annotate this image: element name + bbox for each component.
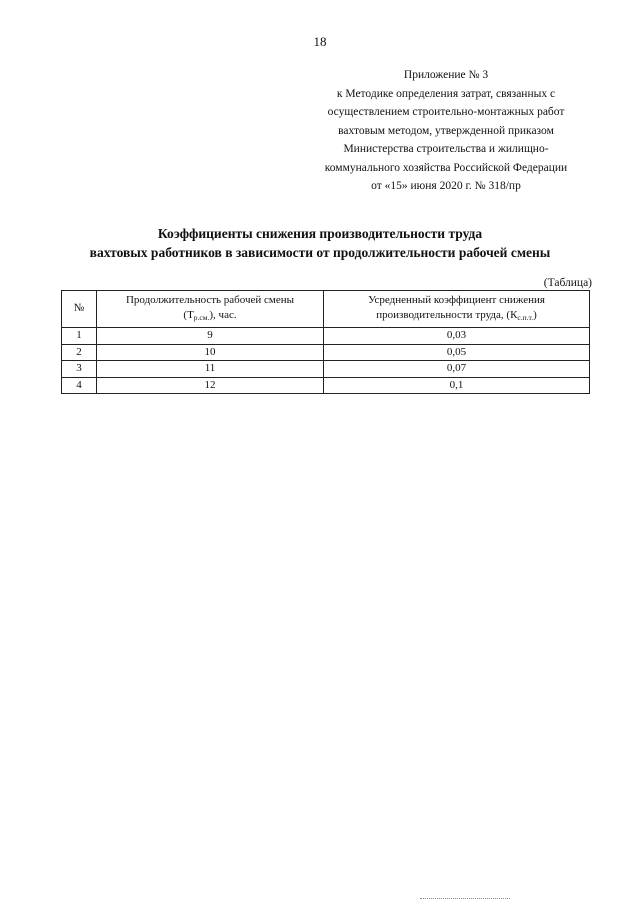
title-line-2: вахтовых работников в зависимости от продолжительности рабочей смены [89,245,551,260]
row-hours: 9 [97,328,324,345]
appendix-line: осуществлением строительно-монтажных работ [327,106,565,118]
header-coefficient-line1: Усредненный коэффициент снижения [368,293,545,306]
table-row [62,361,590,378]
table-header-row [62,291,590,328]
row-coefficient: 0,07 [324,361,590,378]
row-hours: 11 [97,361,324,378]
page-number: 18 [313,34,327,49]
coefficient-table [61,290,590,394]
appendix-line: вахтовым методом, утвержденной приказом [338,124,554,137]
table-row [62,344,590,361]
document-title [0,224,640,262]
scan-edge-mark [420,898,510,901]
table-row [62,377,590,394]
header-duration [97,291,324,328]
row-num: 2 [62,344,97,361]
header-coefficient-line2 [328,308,585,326]
header-duration-suffix: ), час. [209,309,237,321]
appendix-line: от «15» июня 2020 г. № 318/пр [371,180,521,192]
row-hours: 12 [97,377,324,394]
row-num: 4 [62,377,97,394]
row-coefficient: 0,05 [324,344,590,361]
title-line-1: Коэффициенты снижения производительности труда [157,226,483,241]
row-coefficient: 0,03 [324,328,590,345]
header-num: № [62,291,97,328]
row-num: 3 [62,361,97,378]
table-caption: (Таблица) [543,277,592,289]
header-duration-subscript: р.см. [193,313,210,322]
header-duration-prefix: (Т [183,309,194,321]
header-coefficient-prefix: производительности труда, (К [376,309,518,321]
header-duration-line1: Продолжительность рабочей смены [125,293,295,306]
appendix-line: Приложение № 3 [403,69,489,81]
header-coefficient-suffix: ) [533,309,537,321]
appendix-line: к Методике определения затрат, связанных с [336,87,556,100]
table-row [62,328,590,345]
row-num: 1 [62,328,97,345]
header-duration-line2 [101,308,319,326]
header-coefficient-subscript: с.п.т. [517,313,534,322]
appendix-block [296,66,596,196]
row-coefficient: 0,1 [324,377,590,394]
row-hours: 10 [97,344,324,361]
appendix-line: коммунального хозяйства Российской Федерации [324,161,568,174]
appendix-line: Министерства строительства и жилищно- [343,143,549,155]
header-coefficient [324,291,590,328]
